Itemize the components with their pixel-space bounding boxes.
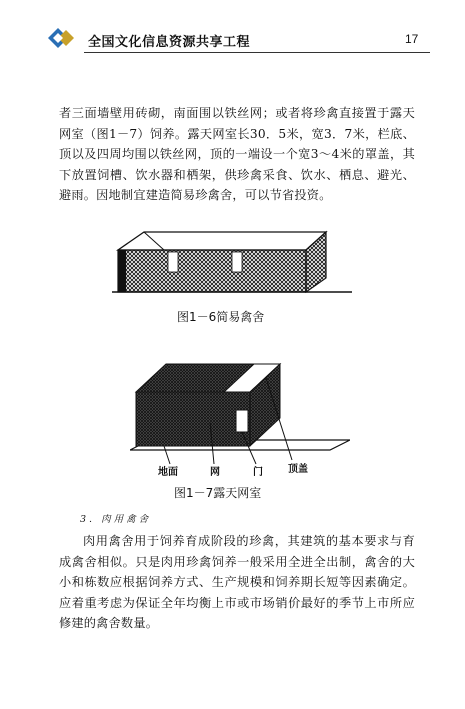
- body-paragraph-1: 者三面墙壁用砖砌，南面围以铁丝网；或者将珍禽直接置于露天网室（图1－7）饲养。露天网室长30．5米，宽3．7米，栏底、顶以及四周均围以铁丝网，顶的一端设一个宽3～4米的罩盖，其下放置饲槽、饮水器和栖架，供珍禽采食、饮水、栖息、避光、避雨。因地制宜建造简易珍禽舍，可以节省投资。: [59, 106, 415, 202]
- label-door: 门: [253, 467, 263, 478]
- figure-open-air-net-room: [130, 352, 350, 477]
- figure-1-7-caption: 图1－7露天网室: [174, 486, 262, 500]
- label-roof-cover: 顶盖: [288, 464, 308, 475]
- section-heading: 3. 肉用禽舍: [80, 514, 152, 525]
- label-ground: 地面: [158, 467, 178, 478]
- header-divider: [84, 52, 430, 53]
- body-paragraph-2: 肉用禽舍用于饲养育成阶段的珍禽，其建筑的基本要求与育成禽舍相似。只是肉用珍禽饲养一般采用全进全出制，禽舍的大小和栋数应根据饲养方式、生产规模和饲养期长短等因素确定。应着重考虑为保证全年均衡上市或市场销价最好的季节上市所应修建的禽舍数量。: [59, 534, 415, 630]
- page-number: 17: [405, 32, 419, 46]
- figure-1-6-caption: 图1－6简易禽舍: [177, 310, 265, 324]
- figure-simple-poultry-house: [112, 228, 352, 300]
- header-title: 全国文化信息资源共享工程: [88, 35, 251, 50]
- page-header: [0, 0, 465, 60]
- label-net: 网: [210, 467, 220, 478]
- diamond-logo-icon: [44, 24, 84, 52]
